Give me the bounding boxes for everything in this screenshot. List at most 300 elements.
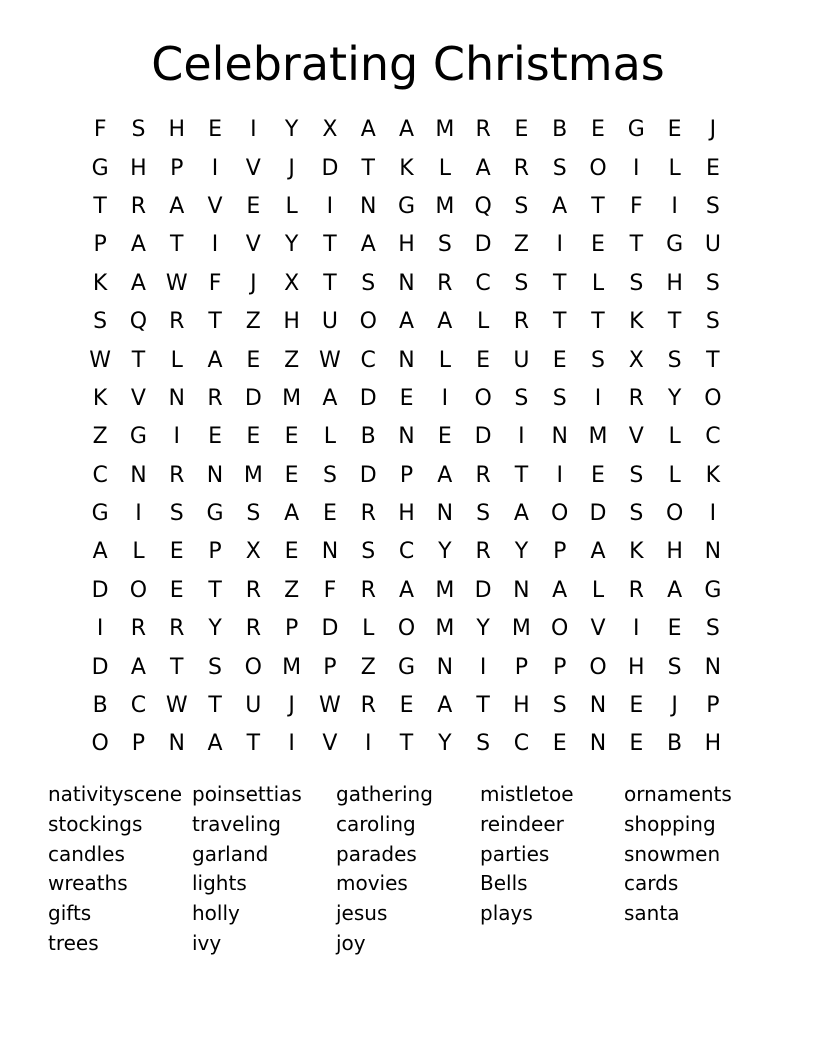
grid-letter: L (438, 347, 451, 373)
grid-letter: A (513, 501, 529, 527)
grid-letter: L (438, 155, 451, 181)
grid-letter: J (288, 155, 295, 181)
grid-letter: S (705, 616, 720, 642)
grid-letter: I (633, 155, 640, 181)
grid-letter: H (398, 501, 415, 527)
grid-letter: S (705, 309, 720, 335)
grid-letter: F (93, 117, 107, 143)
grid-letter: N (321, 539, 339, 565)
grid-row (81, 533, 733, 571)
grid-letter: T (552, 270, 567, 296)
grid-letter: O (397, 616, 416, 642)
grid-letter: S (361, 539, 376, 565)
grid-letter: S (591, 347, 605, 373)
grid-letter: M (588, 424, 608, 450)
grid-letter: K (92, 270, 108, 296)
grid-letter: L (132, 539, 145, 565)
grid-letter: V (130, 385, 146, 411)
grid-row (81, 380, 733, 418)
grid-letter: O (474, 385, 492, 411)
word-list-item: plays (480, 901, 533, 926)
grid-letter: O (551, 501, 569, 527)
grid-letter: S (437, 232, 452, 258)
grid-letter: U (321, 309, 338, 335)
grid-letter: A (360, 117, 376, 143)
grid-letter: S (514, 193, 529, 219)
grid-letter: X (322, 117, 338, 143)
grid-letter: E (169, 539, 184, 565)
page-title: Celebrating Christmas (151, 37, 665, 91)
grid-row (81, 188, 733, 226)
grid-letter: W (319, 693, 341, 719)
grid-letter: E (629, 731, 644, 757)
grid-letter: A (475, 155, 491, 181)
grid-letter: C (360, 347, 376, 373)
grid-letter: S (476, 731, 491, 757)
grid-letter: U (704, 232, 721, 258)
grid-letter: O (589, 654, 607, 680)
grid-letter: S (514, 385, 529, 411)
grid-letter: D (474, 424, 492, 450)
word-list-item: traveling (192, 811, 281, 836)
word-list-item: caroling (336, 811, 416, 836)
grid-letter: E (284, 424, 299, 450)
grid-letter: C (513, 731, 530, 757)
grid-letter: W (165, 693, 188, 719)
grid-letter: N (551, 424, 568, 450)
grid-letter: P (284, 616, 299, 642)
grid-letter: E (208, 424, 222, 450)
grid-letter: I (250, 117, 257, 143)
grid-letter: S (552, 155, 567, 181)
word-list-item: shopping (624, 811, 716, 836)
grid-letter: L (285, 193, 298, 219)
grid-letter: E (591, 462, 605, 488)
grid-letter: I (594, 385, 602, 411)
grid-letter: L (591, 270, 605, 296)
grid-letter: N (436, 654, 454, 680)
grid-letter: I (326, 193, 334, 219)
grid-letter: K (705, 462, 721, 488)
grid-letter: E (437, 424, 452, 450)
grid-letter: M (511, 616, 531, 642)
grid-letter: H (398, 232, 415, 258)
grid-letter: T (591, 193, 605, 219)
grid-letter: J (709, 117, 717, 143)
grid-letter: F (323, 577, 337, 603)
grid-letter: V (628, 424, 644, 450)
grid-letter: S (93, 309, 108, 335)
word-list-item: lights (192, 871, 247, 896)
grid-letter: T (591, 309, 605, 335)
grid-letter: E (591, 117, 605, 143)
grid-letter: S (514, 270, 529, 296)
grid-letter: R (475, 462, 491, 488)
grid-row (81, 226, 733, 264)
grid-letter: D (359, 385, 377, 411)
grid-letter: R (169, 616, 185, 642)
grid-letter: Z (92, 424, 108, 450)
grid-letter: I (211, 155, 219, 181)
grid-letter: A (130, 654, 146, 680)
word-list-item: jesus (336, 901, 388, 926)
grid-letter: I (556, 462, 563, 488)
grid-letter: Q (129, 309, 148, 335)
grid-letter: N (436, 501, 454, 527)
grid-letter: P (706, 693, 720, 719)
grid-letter: M (435, 616, 455, 642)
grid-letter: B (360, 424, 376, 450)
grid-letter: K (399, 155, 414, 181)
word-search-grid (81, 111, 733, 764)
grid-row (81, 648, 733, 686)
grid-letter: T (629, 232, 644, 258)
word-list-item: mistletoe (480, 782, 574, 806)
grid-row (81, 341, 733, 379)
word-list-column (336, 780, 480, 959)
grid-letter: O (359, 309, 377, 335)
grid-letter: N (398, 347, 415, 373)
grid-letter: G (704, 577, 722, 603)
grid-letter: P (553, 654, 567, 680)
grid-letter: T (361, 155, 375, 181)
grid-letter: P (323, 654, 337, 680)
grid-letter: E (246, 424, 261, 450)
grid-letter: N (704, 654, 722, 680)
grid-letter: H (168, 117, 186, 143)
grid-letter: E (284, 462, 299, 488)
word-list-item: cards (624, 871, 679, 896)
grid-letter: T (208, 577, 222, 603)
word-list-item: joy (336, 930, 366, 955)
grid-letter: O (551, 616, 569, 642)
grid-letter: E (284, 539, 299, 565)
grid-letter: S (208, 654, 223, 680)
grid-letter: C (398, 539, 415, 565)
grid-letter: Y (208, 616, 222, 642)
grid-letter: A (130, 232, 146, 258)
grid-letter: U (513, 347, 530, 373)
grid-letter: N (398, 270, 415, 296)
grid-letter: D (321, 155, 339, 181)
grid-letter: S (552, 693, 567, 719)
grid-letter: R (475, 117, 491, 143)
grid-letter: S (322, 462, 337, 488)
grid-letter: I (211, 232, 219, 258)
grid-letter: E (514, 117, 529, 143)
grid-letter: G (206, 501, 224, 527)
word-list-item: santa (624, 901, 680, 926)
grid-letter: S (705, 270, 720, 296)
grid-letter: S (629, 462, 644, 488)
grid-letter: J (671, 693, 678, 719)
grid-letter: L (668, 424, 681, 450)
word-list-item: candles (48, 841, 125, 866)
grid-letter: E (208, 117, 222, 143)
grid-letter: T (170, 232, 184, 258)
grid-letter: D (474, 577, 492, 603)
grid-letter: L (668, 155, 681, 181)
grid-letter: N (130, 462, 147, 488)
grid-letter: L (476, 309, 490, 335)
grid-letter: G (397, 193, 416, 219)
grid-letter: R (169, 309, 185, 335)
grid-letter: N (589, 731, 607, 757)
grid-letter: S (705, 193, 720, 219)
grid-letter: J (288, 693, 295, 719)
grid-letter: I (364, 731, 372, 757)
word-list-item: Bells (480, 871, 528, 896)
grid-letter: F (208, 270, 222, 296)
grid-letter: D (474, 232, 492, 258)
grid-letter: G (129, 424, 147, 450)
grid-letter: I (671, 193, 678, 219)
grid-letter: N (168, 385, 185, 411)
grid-letter: R (360, 501, 376, 527)
grid-letter: A (437, 309, 453, 335)
grid-letter: D (91, 654, 109, 680)
grid-letter: E (667, 616, 682, 642)
word-list-item: holly (192, 901, 240, 926)
grid-letter: E (246, 193, 261, 219)
word-list-item: gathering (336, 782, 433, 806)
grid-letter: I (479, 654, 487, 680)
grid-letter: R (437, 270, 453, 296)
grid-letter: I (173, 424, 180, 450)
grid-letter: N (513, 577, 530, 603)
grid-letter: E (629, 693, 644, 719)
grid-letter: E (246, 347, 261, 373)
grid-letter: F (629, 193, 643, 219)
grid-letter: B (92, 693, 108, 719)
grid-letter: O (91, 731, 109, 757)
grid-letter: P (514, 654, 529, 680)
word-list-item: ivy (192, 930, 222, 955)
grid-letter: I (96, 616, 104, 642)
grid-letter: C (475, 270, 491, 296)
grid-letter: I (556, 232, 563, 258)
grid-letter: I (135, 501, 142, 527)
grid-letter: A (360, 232, 376, 258)
grid-letter: D (91, 577, 109, 603)
word-list-item: poinsettias (192, 782, 302, 806)
grid-letter: P (131, 731, 146, 757)
word-list-item: movies (336, 871, 408, 896)
grid-letter: K (92, 385, 108, 411)
grid-letter: S (667, 654, 682, 680)
word-list-column (192, 780, 336, 959)
grid-letter: O (129, 577, 148, 603)
grid-letter: P (553, 539, 567, 565)
grid-letter: E (322, 501, 337, 527)
grid-letter: X (245, 539, 261, 565)
grid-row (81, 687, 733, 725)
word-list-item: nativityscene (48, 782, 183, 806)
grid-letter: A (398, 577, 415, 603)
grid-letter: A (590, 539, 606, 565)
grid-letter: Y (284, 232, 299, 258)
grid-letter: A (437, 462, 453, 488)
grid-letter: P (93, 232, 107, 258)
grid-letter: V (207, 193, 223, 219)
grid-letter: T (131, 347, 146, 373)
grid-letter: E (399, 693, 414, 719)
grid-letter: E (667, 117, 682, 143)
grid-letter: R (513, 155, 530, 181)
grid-letter: Y (438, 539, 452, 565)
grid-letter: S (476, 501, 491, 527)
grid-letter: I (633, 616, 640, 642)
grid-letter: E (552, 347, 567, 373)
grid-letter: T (208, 309, 222, 335)
grid-letter: R (207, 385, 223, 411)
grid-letter: E (591, 232, 605, 258)
grid-letter: S (667, 347, 682, 373)
grid-letter: B (667, 731, 683, 757)
grid-letter: S (552, 385, 567, 411)
grid-letter: T (667, 309, 682, 335)
grid-row (81, 495, 733, 533)
grid-letter: T (170, 654, 184, 680)
grid-letter: N (398, 424, 415, 450)
grid-letter: T (246, 731, 261, 757)
grid-letter: O (244, 654, 262, 680)
grid-letter: V (322, 731, 338, 757)
word-list-item: parties (480, 841, 550, 866)
grid-letter: Z (284, 577, 300, 603)
grid-letter: C (130, 693, 147, 719)
grid-letter: S (629, 270, 644, 296)
grid-letter: N (589, 693, 607, 719)
grid-letter: O (704, 385, 722, 411)
grid-letter: S (131, 117, 146, 143)
grid-letter: D (244, 385, 262, 411)
grid-letter: S (361, 270, 376, 296)
word-list-item: ornaments (624, 782, 732, 806)
word-list-item: wreaths (48, 871, 128, 896)
grid-letter: R (130, 616, 147, 642)
grid-letter: H (666, 270, 683, 296)
word-list-item: reindeer (480, 811, 564, 836)
grid-letter: H (704, 731, 722, 757)
word-list (48, 780, 768, 959)
grid-letter: D (359, 462, 377, 488)
grid-letter: H (628, 654, 645, 680)
word-list-item: stockings (48, 811, 143, 836)
grid-letter: P (399, 462, 414, 488)
word-list-column (48, 780, 192, 959)
grid-letter: Y (514, 539, 529, 565)
grid-letter: R (245, 577, 261, 603)
grid-letter: R (130, 193, 147, 219)
grid-letter: X (284, 270, 300, 296)
grid-letter: W (165, 270, 188, 296)
grid-letter: R (169, 462, 185, 488)
grid-letter: O (589, 155, 607, 181)
grid-letter: L (170, 347, 183, 373)
grid-letter: A (207, 347, 223, 373)
grid-letter: A (398, 309, 415, 335)
grid-letter: Z (245, 309, 261, 335)
grid-letter: Y (284, 117, 299, 143)
grid-letter: M (243, 462, 263, 488)
grid-letter: A (552, 577, 568, 603)
grid-letter: E (552, 731, 567, 757)
grid-letter: E (399, 385, 414, 411)
grid-letter: C (705, 424, 721, 450)
grid-row (81, 457, 733, 495)
grid-letter: G (91, 155, 109, 181)
grid-letter: H (283, 309, 300, 335)
grid-letter: G (91, 501, 109, 527)
grid-letter: T (476, 693, 490, 719)
grid-letter: K (629, 309, 644, 335)
grid-letter: T (208, 693, 222, 719)
grid-row (81, 725, 733, 763)
grid-letter: L (362, 616, 375, 642)
word-list-item: snowmen (624, 841, 721, 866)
grid-letter: A (398, 117, 415, 143)
grid-letter: C (92, 462, 108, 488)
grid-letter: T (552, 309, 567, 335)
grid-letter: M (282, 385, 302, 411)
grid-letter: A (322, 385, 338, 411)
grid-letter: T (323, 270, 337, 296)
word-list-item: gifts (48, 901, 92, 926)
grid-letter: T (399, 731, 414, 757)
grid-letter: U (245, 693, 262, 719)
grid-letter: T (514, 462, 529, 488)
grid-letter: Z (360, 654, 376, 680)
grid-letter: W (89, 347, 112, 373)
grid-letter: T (93, 193, 107, 219)
grid-letter: R (475, 539, 491, 565)
grid-letter: I (288, 731, 295, 757)
grid-letter: A (667, 577, 683, 603)
grid-row (81, 265, 733, 303)
word-list-item: garland (192, 841, 269, 866)
grid-letter: I (518, 424, 525, 450)
grid-letter: A (207, 731, 223, 757)
grid-letter: B (552, 117, 568, 143)
grid-letter: G (627, 117, 645, 143)
grid-letter: M (435, 577, 455, 603)
grid-row (81, 610, 733, 648)
grid-letter: S (629, 501, 644, 527)
grid-letter: I (709, 501, 717, 527)
grid-letter: Y (476, 616, 490, 642)
word-list-item: parades (336, 841, 417, 866)
grid-letter: T (323, 232, 337, 258)
grid-letter: N (704, 539, 722, 565)
grid-letter: A (552, 193, 568, 219)
grid-letter: M (282, 654, 302, 680)
grid-letter: D (589, 501, 607, 527)
grid-letter: R (513, 309, 530, 335)
grid-letter: Z (513, 232, 529, 258)
grid-letter: Y (667, 385, 682, 411)
grid-letter: R (360, 577, 376, 603)
word-list-column (624, 780, 768, 959)
grid-letter: L (323, 424, 337, 450)
grid-letter: R (245, 616, 261, 642)
grid-letter: V (245, 155, 261, 181)
grid-letter: E (476, 347, 491, 373)
grid-letter: O (665, 501, 684, 527)
word-list-column (480, 780, 624, 959)
word-list-item: trees (48, 930, 99, 955)
grid-row (81, 149, 733, 187)
